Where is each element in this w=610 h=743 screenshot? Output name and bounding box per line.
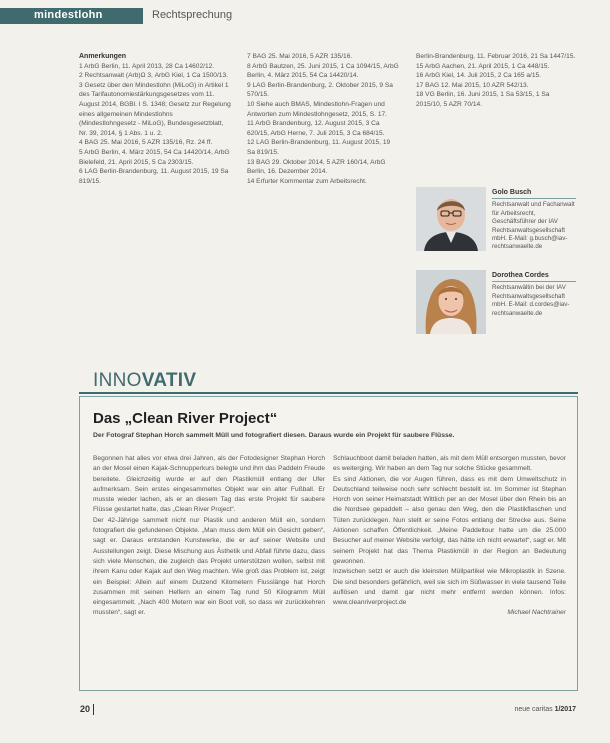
- note: 9 LAG Berlin-Brandenburg, 2. Oktober 2015, 9 Sa 570/15.: [247, 81, 393, 99]
- notes-heading: Anmerkungen: [79, 53, 127, 60]
- note: 10 Siehe auch BMAS, Mindestlohn-Fragen und Antworten zum Mindestlohngesetz, 2015, S. 17.: [247, 100, 388, 118]
- note: 18 VG Berlin, 16. Juni 2015, 1 Sa 53/15, 1 Sa 2015/10, 5 AZR 70/14.: [416, 91, 550, 108]
- innovativ-light: INNO: [93, 370, 142, 391]
- note: 4 BAG 25. Mai 2016, 5 AZR 135/16, Rz. 24 ff.: [79, 139, 213, 147]
- article-paragraph: Inzwischen setzt er auch die kleinsten Müllpartikel wie Mikroplastik in Szene. Die sind besonders gefährlich, weil sie sich im Süßwasser in viele tausend Teile auflösen und damit gar nicht mehr entfernt werden können. Infos: www.cleanriverproject.de: [333, 568, 566, 607]
- note: 15 ArbG Aachen, 21. April 2015, 1 Ca 448/15.: [416, 62, 550, 70]
- section-tag: mindestlohn: [34, 9, 103, 21]
- notes-column-2: [247, 52, 399, 186]
- article-signature: Michael Nachtrainer: [507, 609, 566, 617]
- note: 6 LAG Berlin-Brandenburg, 11. August 2015, 19 Sa 819/15.: [79, 168, 229, 185]
- note: 3 Gesetz über den Mindestlohn (MiLoG) in Artikel 1 des Tarifautonomiestärkungsgesetzes vom 11. August 2014, BGBl. I S. 1348; Gesetz zur Regelung eines allgemeinen Mindestlohns (Mindestlohngesetz - MiLoG), Bundesgesetzblatt, Nr. 39, 2014, § 1 Abs. 1 u. 2.: [79, 81, 231, 137]
- magazine-name: neue caritas: [514, 706, 553, 713]
- author-photo-cordes: [416, 270, 486, 334]
- section-label: Rechtsprechung: [152, 9, 233, 21]
- note: 14 Erfurter Kommentar zum Arbeitsrecht.: [247, 177, 367, 185]
- article-column-left: [93, 454, 325, 619]
- note: 8 ArbG Bautzen, 25. Juni 2015, 1 Ca 1094/15, ArbG Berlin, 4. März 2015, 54 Ca 14420/14.: [247, 62, 399, 80]
- innovativ-heading: [93, 370, 196, 392]
- note: 1 ArbG Berlin, 11. April 2013, 28 Ca 14602/12.: [79, 62, 215, 70]
- notes-column-1: [79, 52, 231, 186]
- notes-column-3: [416, 52, 576, 110]
- article-paragraph: Begonnen hat alles vor etwa drei Jahren, als der Fotodesigner Stephan Horch an der Mosel einen Kajak-Schnupperkurs belegte und ihm das Paddeln Freude bereitete. Gleichzeitig wurde er auf den Plastikmüll entlang der Ufer aufmerksam. Sein erstes eingesammeltes Objekt war ein alter Fußball. Er musste wieder lachen, als er an diesem Tag das erste Projekt für saubere Flüsse gestartet hatte, das „Clean River Project“.: [93, 455, 325, 514]
- section-rule: [79, 392, 578, 394]
- article-paragraph: Der 42-Jährige sammelt nicht nur Plastik und anderen Müll ein, sondern fotografiert die gefundenen Objekte. „Man muss dem Müll ein Gesicht geben“, sagt er. Daraus entstanden Kunstwerke, die er auf seiner Website und Ausstellungen zeigt. Diese Mischung aus Ästhetik und Abfall führte dazu, dass sich viele Menschen, die zugleich das Projekt unterstützen wollen, selbst mit ihrem Kanu oder Kajak auf den Weg machten. Wie groß das Problem ist, zeigt ein Beispiel: Allein auf einem Dutzend Kilometern Flusslänge hat Horch zusammen mit seinen Helfern an einem Tag rund 50 Kilogramm Müll eingesammelt. „Nach 400 Metern war ein Boot voll, so dass wir zurückkehren mussten“, sagt er.: [93, 516, 325, 617]
- note: 11 ArbG Brandenburg, 12. August 2015, 3 Ca 620/15, ArbG Herne, 7. Juli 2015, 3 Ca 684/15.: [247, 120, 385, 137]
- note: 12 LAG Berlin-Brandenburg, 11. August 2015, 19 Sa 819/15.: [247, 139, 391, 156]
- article-title: Das „Clean River Project“: [93, 410, 278, 427]
- note: 13 BAG 29. Oktober 2014, 5 AZR 160/14, ArbG Berlin, 16. Dezember 2014.: [247, 158, 386, 176]
- note: Berlin-Brandenburg, 11. Februar 2016, 21 Sa 1447/15.: [416, 53, 576, 60]
- magazine-issue: 1/2017: [554, 706, 576, 713]
- author-name: Golo Busch: [492, 189, 576, 199]
- note: 5 ArbG Berlin, 4. März 2015, 54 Ca 14420/14, ArbG Bielefeld, 21. April 2015, 5 Ca 2303/15.: [79, 148, 230, 166]
- page-number-bar: [93, 704, 94, 715]
- magazine-footer: [514, 706, 576, 713]
- article-column-right: [333, 454, 566, 619]
- author-bio: Rechtsanwältin bei der IAV Rechtsanwaltsgesellschaft mbH. E-Mail: d.cordes@iav-rechtsanwaelte.de: [492, 284, 570, 317]
- author-box-busch: [492, 189, 576, 252]
- author-box-cordes: [492, 272, 576, 318]
- article-paragraph: Es sind Aktionen, die vor Augen führen, dass es mit dem Umweltschutz in Deutschland teilweise noch sehr schlecht bestellt ist. Im Sommer ist Stephan Horch von seiner Heimatstadt Wittlich per an der Mosel über den Rhein bis an die Nordsee gepaddelt – also genau den Weg, den die Plastikflaschen und Tüten zurücklegen. Nun stellt er seine Fotos entlang der Strecke aus. Seine Aktionen schaffen Öffentlichkeit. „Meine Paddeltour hatte um die 25.000 Besucher auf meiner Website verfolgt, das hätte ich nicht erwartet“, sagt er. Mit seinem Projekt hat das Thema Plastikmüll in der Region an Bedeutung gewonnen.: [333, 475, 566, 565]
- article-lead: Der Fotograf Stephan Horch sammelt Müll und fotografiert diesen. Daraus wurde ein Projekt für saubere Flüsse.: [93, 432, 455, 439]
- author-bio: Rechtsanwalt und Fachanwalt für Arbeitsrecht, Geschäftsführer der IAV Rechtsanwaltsgesellschaft mbH. E-Mail: g.busch@iav-rechtsanwaelte.de: [492, 201, 575, 251]
- note: 2 Rechtsanwalt (Arb)Ω 3, ArbG Kiel, 1 Ca 1500/13.: [79, 72, 228, 80]
- author-photo-busch: [416, 187, 486, 251]
- note: 16 ArbG Kiel, 14. Juli 2015, 2 Ca 165 a/15.: [416, 72, 541, 80]
- note: 7 BAG 25. Mai 2016, 5 AZR 135/16.: [247, 53, 353, 60]
- author-name: Dorothea Cordes: [492, 272, 576, 282]
- article-paragraph: Schlauchboot damit beladen hatten, als mit dem Müll entsorgen mussten, bevor es weiterging. Wir haben an dem Tag nur solche Stücke gesammelt.: [333, 455, 566, 473]
- note: 17 BAG 12. Mai 2015, 10 AZR 542/13.: [416, 81, 529, 89]
- page-number: 20: [80, 704, 91, 714]
- innovativ-bold: VATIV: [141, 370, 197, 391]
